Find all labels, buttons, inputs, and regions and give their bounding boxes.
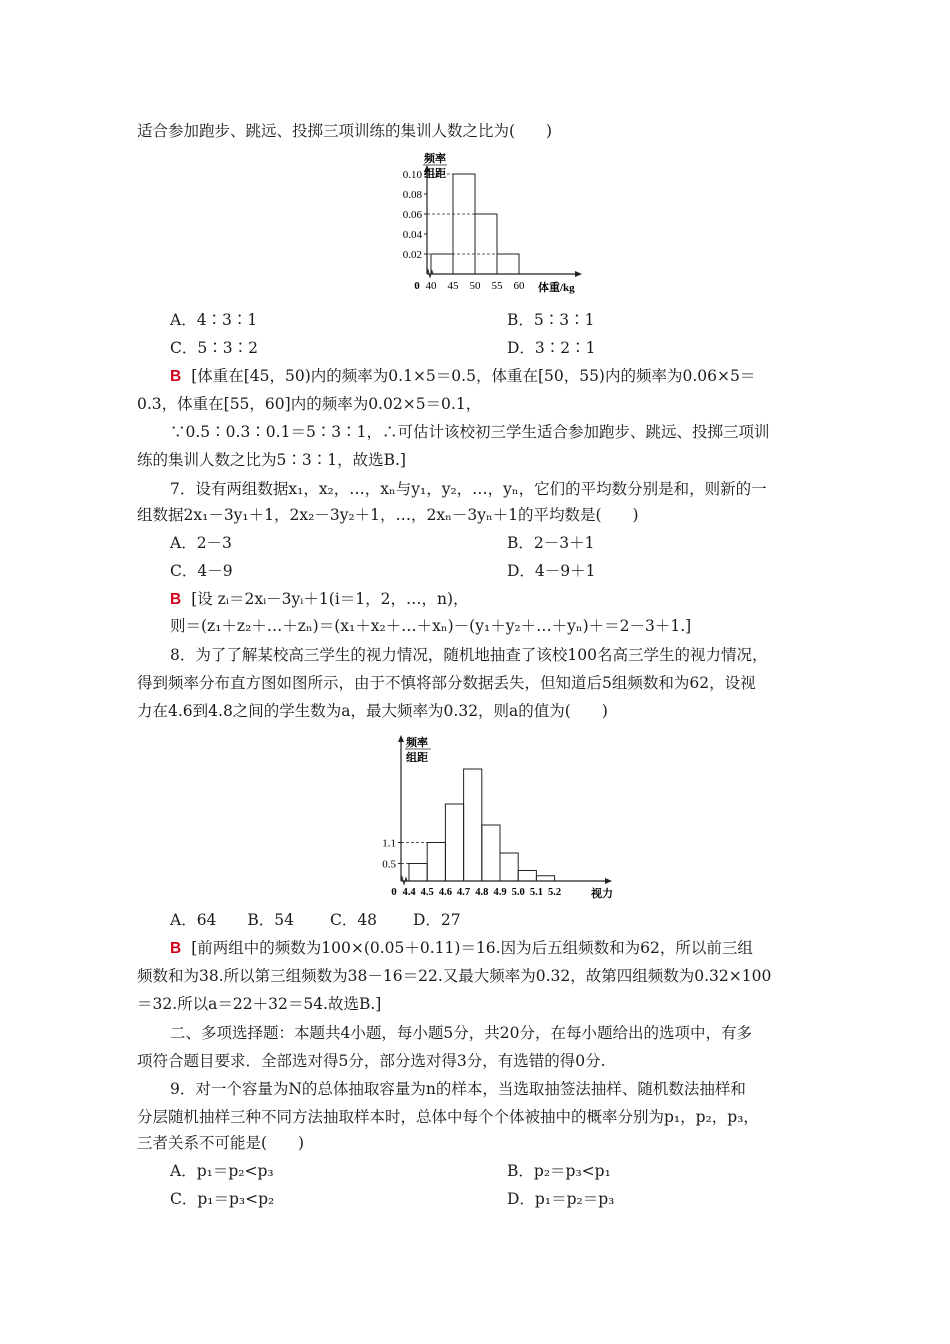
x-axis-arrow (605, 878, 612, 884)
x-tick-label: 4.7 (457, 887, 471, 898)
q6-solution-line2: 0.3，体重在[55，60]内的频率为0.02×5＝0.1， (137, 395, 482, 413)
q8-solution-line3: ＝32.所以a＝22＋32＝54.故选B.] (137, 995, 382, 1013)
q9-line2: 分层随机抽样三种不同方法抽取样本时，总体中每个个体被抽中的概率分别为p₁，p₂，p₃， (137, 1108, 759, 1126)
section2-line2: 项符合题目要求．全部选对得5分，部分选对得3分，有选错的得0分. (137, 1052, 606, 1070)
q9-option-a: A．p₁＝p₂<p₃ (170, 1162, 274, 1180)
histogram-bar (431, 254, 453, 274)
q7-option-d: D．4－9＋1 (507, 562, 596, 580)
q6-solution-line3: ∵0.5∶0.3∶0.1＝5∶3∶1，∴可估计该校初三学生适合参加跑步、跳远、投掷三项训 (170, 423, 770, 441)
histogram-bar (475, 214, 497, 274)
section2-line1: 二、多项选择题：本题共4小题，每小题5分，共20分，在每小题给出的选项中，有多 (170, 1024, 752, 1042)
q6-stem: 适合参加跑步、跳远、投掷三项训练的集训人数之比为( ) (137, 122, 553, 140)
q8-line2: 得到频率分布直方图如图所示，由于不慎将部分数据丢失，但知道后5组频数和为62，设视 (137, 674, 756, 692)
q8-options: A．64 B．54 C．48 D．27 (170, 911, 461, 929)
histogram-bar (518, 871, 536, 882)
y-axis-label-bottom: 组距 (406, 752, 428, 764)
q7-option-c: C．4－9 (170, 562, 233, 580)
x-tick-label: 4.5 (420, 887, 434, 898)
y-tick-label: 0.06 (402, 209, 422, 221)
histogram-bar (497, 254, 519, 274)
q8-solution-line2: 频数和为38.所以第三组频数为38－16＝22.又最大频率为0.32，故第四组频数为0.32×100 (137, 967, 772, 985)
origin-label: 0 (391, 886, 397, 898)
q9-option-c: C．p₁＝p₃<p₂ (170, 1190, 275, 1208)
x-tick-label: 40 (425, 280, 437, 292)
histogram-bar (482, 825, 500, 881)
q7-line1: 7．设有两组数据x₁，x₂，…，xₙ与y₁，y₂，…，yₙ，它们的平均数分别是和，则新的一 (170, 480, 767, 498)
q8-answer-mark: B (170, 940, 182, 957)
weight-histogram (380, 148, 590, 298)
q7-solution-line2: 则＝(z₁＋z₂＋…＋zₙ)＝(x₁＋x₂＋…＋xₙ)－(y₁＋y₂＋…＋yₙ)＋＝2－3＋1.] (170, 617, 692, 635)
q6-solution-line1 (170, 366, 755, 387)
origin-label: 0 (414, 280, 420, 292)
x-tick-label: 4.9 (493, 887, 507, 898)
y-axis-label-top: 频率 (406, 737, 428, 749)
q6-option-a: A．4∶3∶1 (170, 311, 258, 329)
histogram-bar (427, 843, 445, 882)
x-tick-label: 55 (491, 280, 503, 292)
q8-line1: 8．为了了解某校高三学生的视力情况，随机地抽查了该校100名高三学生的视力情况， (170, 646, 768, 664)
y-tick-label: 1.1 (382, 837, 396, 850)
y-axis-label-bottom: 组距 (424, 168, 446, 180)
x-tick-label: 4.4 (402, 887, 416, 898)
histogram-bar (453, 174, 475, 274)
x-tick-label: 50 (469, 280, 481, 292)
y-tick-label: 0.04 (402, 229, 422, 241)
x-tick-label: 45 (447, 280, 459, 292)
q9-option-b: B．p₂＝p₃<p₁ (507, 1162, 611, 1180)
x-tick-label: 5.0 (511, 887, 525, 898)
histogram-bar (464, 769, 482, 881)
histogram-bar (409, 864, 427, 882)
q8-solution-line1 (170, 938, 753, 959)
x-tick-label: 4.8 (475, 887, 489, 898)
x-tick-label: 5.1 (529, 887, 543, 898)
y-tick-label: 0.02 (402, 249, 422, 261)
q7-solution-line1 (170, 589, 469, 610)
chart1-group (403, 151, 582, 294)
x-tick-label: 4.6 (438, 887, 452, 898)
q6-solution-line4: 练的集训人数之比为5∶3∶1，故选B.] (137, 451, 406, 469)
q7-solution-text1: [设 zᵢ＝2xᵢ－3yᵢ＋1(i＝1，2，…，n)， (191, 590, 469, 608)
q7-line2: 组数据2x₁－3y₁＋1，2x₂－3y₂＋1，…，2xₙ－3yₙ＋1的平均数是( ) (137, 506, 639, 524)
x-tick-label: 5.2 (548, 887, 562, 898)
q7-option-b: B．2－3＋1 (507, 534, 595, 552)
chart2-group (382, 735, 613, 900)
x-axis-arrow (575, 271, 582, 277)
q8-solution-text1: [前两组中的频数为100×(0.05＋0.11)＝16.因为后五组频数和为62，所以前三组 (191, 939, 753, 957)
q7-option-a: A．2－3 (170, 534, 232, 552)
vision-histogram (373, 730, 633, 900)
x-tick-label: 60 (513, 280, 525, 292)
q8-line3: 力在4.6到4.8之间的学生数为a，最大频率为0.32，则a的值为( ) (137, 702, 608, 720)
histogram-bar (500, 853, 518, 881)
q7-answer-mark: B (170, 591, 182, 608)
q6-answer-mark: B (170, 368, 182, 385)
q9-line1: 9．对一个容量为N的总体抽取容量为n的样本，当选取抽签法抽样、随机数法抽样和 (170, 1080, 746, 1098)
y-tick-label: 0.08 (402, 189, 422, 201)
q6-option-b: B．5∶3∶1 (507, 311, 595, 329)
x-axis-label: 体重/kg (538, 282, 575, 294)
q6-option-d: D．3∶2∶1 (507, 339, 596, 357)
histogram-bar (536, 876, 554, 881)
y-axis-label-top: 频率 (424, 153, 446, 165)
q9-line3: 三者关系不可能是( ) (137, 1134, 305, 1152)
x-axis-label: 视力 (591, 888, 613, 900)
q6-solution-text1: [体重在[45，50)内的频率为0.1×5＝0.5，体重在[50，55)内的频率为0.06×5＝ (191, 367, 756, 385)
q9-option-d: D．p₁＝p₂＝p₃ (507, 1190, 615, 1208)
q6-option-c: C．5∶3∶2 (170, 339, 258, 357)
y-tick-label: 0.5 (382, 858, 396, 871)
y-axis-arrow (398, 735, 404, 742)
histogram-bar (445, 804, 463, 881)
y-tick-label: 0.10 (402, 169, 422, 181)
